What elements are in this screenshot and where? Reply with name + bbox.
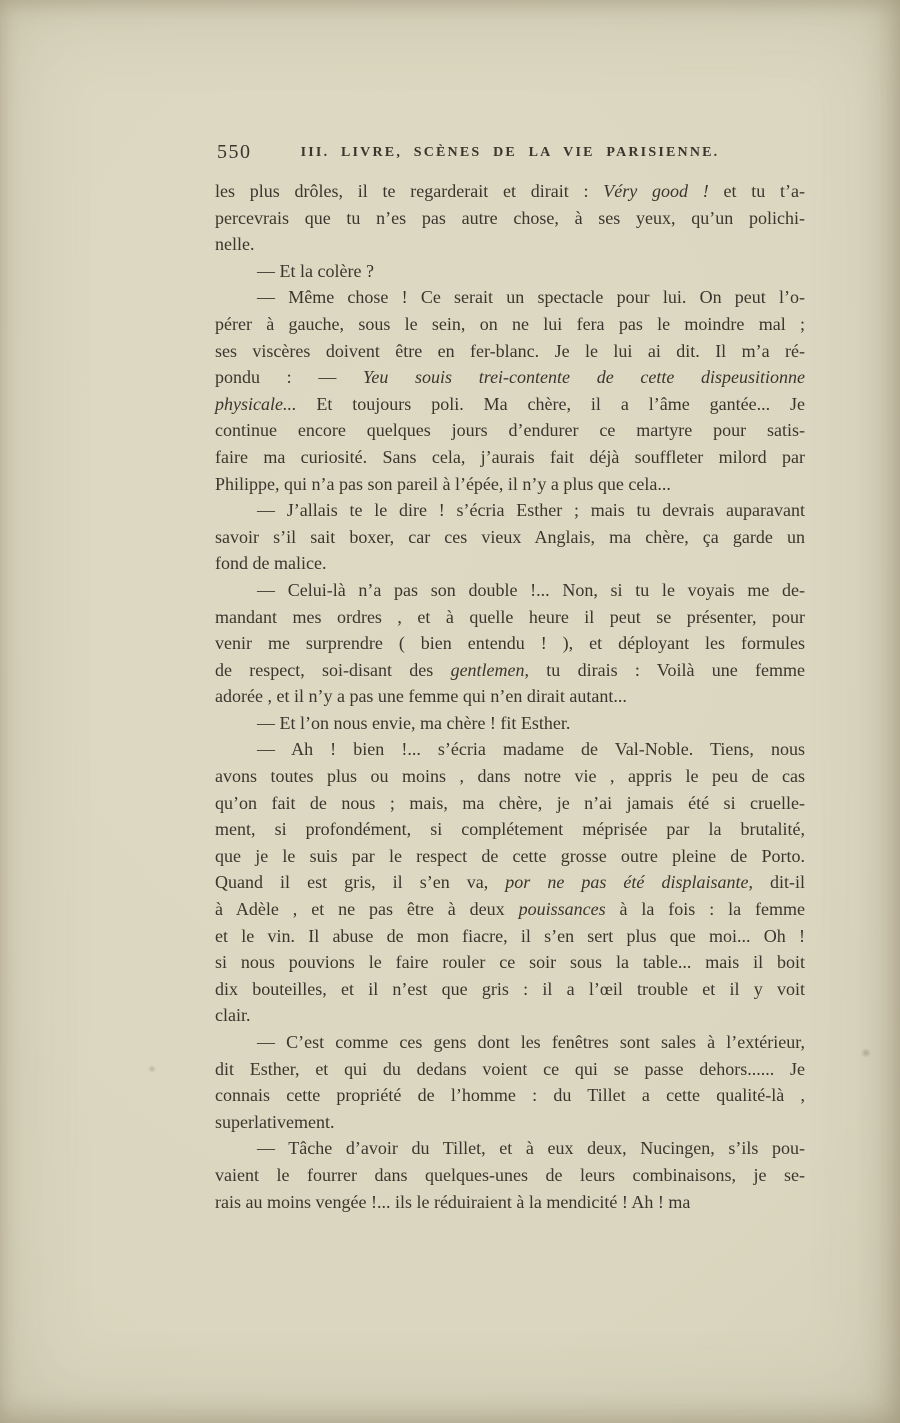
paragraph bbox=[215, 710, 805, 737]
body-text: superlativement. bbox=[215, 1111, 335, 1132]
text-line bbox=[215, 1002, 805, 1029]
body-text: — Ah ! bien !... s’écria madame de Val-Noble. Tiens, nous bbox=[257, 739, 805, 760]
body-text: ses viscères doivent être en fer-blanc. Je le lui ai dit. Il m’a ré- bbox=[215, 340, 805, 361]
italic-text: pouissances bbox=[518, 899, 606, 920]
text-line bbox=[215, 630, 805, 657]
body-text: adorée , et il n’y a pas une femme qui n’en dirait autant... bbox=[215, 686, 627, 707]
body-text: si nous pouvions le faire rouler ce soir sous la table... mais il boit bbox=[215, 952, 805, 973]
text-line bbox=[215, 657, 805, 684]
body-text: les plus drôles, il te regarderait et dirait : bbox=[215, 181, 604, 201]
body-text: — J’allais te le dire ! s’écria Esther ; mais tu devrais auparavant bbox=[257, 500, 805, 521]
body-text: que je le suis par le respect de cette grosse outre pleine de Porto. bbox=[215, 845, 805, 866]
page-content bbox=[215, 140, 805, 1215]
body-text: dit Esther, et qui du dedans voient ce qui se passe dehors...... Je bbox=[215, 1058, 805, 1079]
text-line bbox=[215, 1082, 805, 1109]
body-text: rais au moins vengée !... ils le réduiraient à la mendicité ! Ah ! ma bbox=[215, 1191, 691, 1212]
text-line bbox=[215, 816, 805, 843]
text-line bbox=[215, 923, 805, 950]
body-text: nelle. bbox=[215, 234, 255, 255]
body-text: fond de malice. bbox=[215, 553, 327, 574]
text-line bbox=[215, 338, 805, 365]
text-line bbox=[215, 497, 805, 524]
text-line bbox=[215, 471, 805, 498]
body-text: continue encore quelques jours d’endurer ce martyre pour satis- bbox=[215, 420, 805, 441]
text-line bbox=[215, 577, 805, 604]
text-block bbox=[215, 178, 805, 1215]
text-line bbox=[215, 311, 805, 338]
italic-text: por ne pas été displaisante bbox=[505, 872, 749, 893]
page-header bbox=[215, 140, 805, 168]
paragraph bbox=[215, 284, 805, 497]
text-line bbox=[215, 710, 805, 737]
body-text: savoir s’il sait boxer, car ces vieux Anglais, ma chère, ça garde un bbox=[215, 526, 805, 547]
text-line bbox=[215, 550, 805, 577]
body-text: — Celui-là n’a pas son double !... Non, si tu le voyais me de- bbox=[257, 579, 805, 600]
text-line bbox=[215, 417, 805, 444]
body-text: qu’on fait de nous ; mais, ma chère, je n’ai jamais été si cruelle- bbox=[215, 792, 805, 813]
body-text: connais cette propriété de l’homme : du Tillet a cette qualité-là , bbox=[215, 1085, 805, 1106]
body-text: de respect, soi-disant des bbox=[215, 659, 451, 680]
body-text: — Et l’on nous envie, ma chère ! fit Esther. bbox=[257, 712, 571, 733]
text-line bbox=[215, 524, 805, 551]
body-text: mandant mes ordres , et à quelle heure il peut se présenter, pour bbox=[215, 606, 805, 627]
body-text: clair. bbox=[215, 1005, 251, 1026]
body-text: à la fois : la femme bbox=[605, 899, 805, 920]
text-line bbox=[215, 1135, 805, 1162]
italic-text: physicale... bbox=[215, 393, 297, 414]
text-line bbox=[215, 178, 805, 205]
text-line bbox=[215, 1056, 805, 1083]
body-text: Quand il est gris, il s’en va, bbox=[215, 872, 506, 893]
text-line bbox=[215, 1029, 805, 1056]
body-text: pérer à gauche, sous le sein, on ne lui fera pas le moindre mal ; bbox=[215, 313, 805, 334]
text-line bbox=[215, 1162, 805, 1189]
body-text: — Tâche d’avoir du Tillet, et à eux deux, Nucingen, s’ils pou- bbox=[257, 1138, 805, 1159]
body-text: , tu dirais : Voilà une femme bbox=[524, 659, 805, 680]
italic-text: gentlemen bbox=[450, 659, 525, 680]
text-line bbox=[215, 231, 805, 258]
paragraph bbox=[215, 577, 805, 710]
paragraph bbox=[215, 1029, 805, 1135]
text-line bbox=[215, 391, 805, 418]
text-line bbox=[215, 604, 805, 631]
text-line bbox=[215, 258, 805, 285]
text-line bbox=[215, 205, 805, 232]
body-text: percevrais que tu n’es pas autre chose, à ses yeux, qu’un polichi- bbox=[215, 207, 805, 228]
body-text: venir me surprendre ( bien entendu ! ), et déployant les formules bbox=[215, 633, 805, 654]
text-line bbox=[215, 949, 805, 976]
body-text: ment, si profondément, si complétement méprisée par la brutalité, bbox=[215, 819, 805, 840]
body-text: , dit-il bbox=[748, 872, 806, 893]
paragraph bbox=[215, 736, 805, 1029]
paragraph bbox=[215, 1135, 805, 1215]
body-text: et le vin. Il abuse de mon fiacre, il s’en sert plus que moi... Oh ! bbox=[215, 925, 805, 946]
italic-text: Véry good ! bbox=[603, 181, 709, 201]
text-line bbox=[215, 790, 805, 817]
body-text: — C’est comme ces gens dont les fenêtres sont sales à l’extérieur, bbox=[257, 1032, 805, 1052]
text-line bbox=[215, 683, 805, 710]
body-text: pondu : — bbox=[215, 367, 364, 388]
text-line bbox=[215, 1109, 805, 1136]
body-text: faire ma curiosité. Sans cela, j’aurais fait déjà souffleter milord par bbox=[215, 446, 805, 467]
text-line bbox=[215, 869, 805, 896]
body-text: dix bouteilles, et il n’est que gris : il a l’œil trouble et il y voit bbox=[215, 978, 805, 999]
body-text: à Adèle , et ne pas être à deux bbox=[215, 899, 519, 920]
text-line bbox=[215, 763, 805, 790]
text-line bbox=[215, 364, 805, 391]
page-number: 550 bbox=[217, 141, 252, 163]
text-line bbox=[215, 284, 805, 311]
body-text: — Même chose ! Ce serait un spectacle pour lui. On peut l’o- bbox=[257, 287, 805, 308]
text-line bbox=[215, 896, 805, 923]
text-line bbox=[215, 444, 805, 471]
paragraph bbox=[215, 178, 805, 258]
italic-text: Yeu souis trei-contente de cette dispeusitionne bbox=[363, 367, 805, 388]
body-text: vaient le fourrer dans quelques-unes de leurs combinaisons, je se- bbox=[215, 1164, 805, 1185]
paragraph bbox=[215, 258, 805, 285]
text-line bbox=[215, 976, 805, 1003]
text-line bbox=[215, 843, 805, 870]
text-line bbox=[215, 1189, 805, 1216]
running-title: III. LIVRE, SCÈNES DE LA VIE PARISIENNE. bbox=[300, 145, 720, 160]
body-text: — Et la colère ? bbox=[257, 260, 374, 281]
body-text: Philippe, qui n’a pas son pareil à l’épée, il n’y a plus que cela... bbox=[215, 473, 671, 494]
text-line bbox=[215, 736, 805, 763]
body-text: Et toujours poli. Ma chère, il a l’âme gantée... Je bbox=[296, 393, 805, 414]
body-text: avons toutes plus ou moins , dans notre vie , appris le peu de cas bbox=[215, 766, 805, 787]
paragraph bbox=[215, 497, 805, 577]
body-text: et tu t’a- bbox=[708, 181, 805, 201]
